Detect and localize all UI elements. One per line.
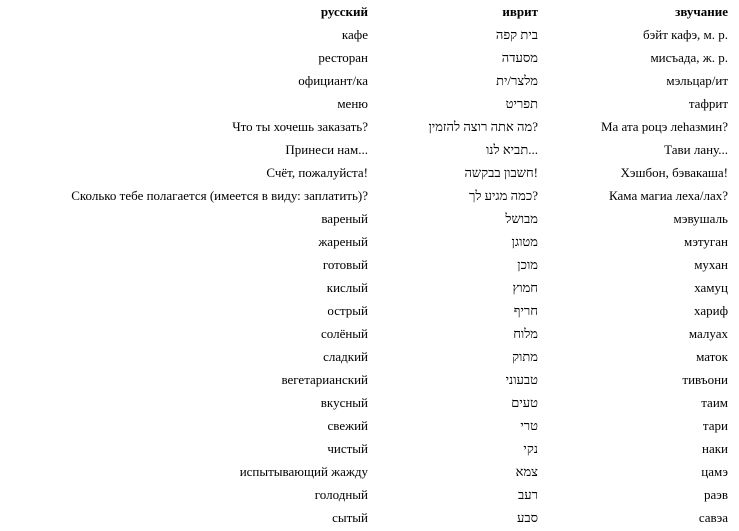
hebrew-word: מלוח [513, 326, 538, 341]
hebrew-word: מלצר/ית [496, 73, 538, 88]
hebrew-word: מסעדה [501, 50, 538, 65]
table-row [0, 230, 739, 253]
russian-word: сытый [332, 510, 368, 525]
table-row [0, 161, 739, 184]
pronunciation: савэа [698, 510, 728, 525]
pronunciation: мэтуган [683, 234, 728, 249]
hebrew-word: טרי [520, 418, 538, 433]
table-row [0, 276, 739, 299]
hebrew-word: ...תביא לנו [485, 142, 538, 157]
russian-word: официант/ка [298, 73, 368, 88]
table-row [0, 483, 739, 506]
pronunciation: бэйт кафэ, м. р. [643, 27, 728, 42]
pronunciation: хамуц [694, 280, 728, 295]
table-header [0, 0, 739, 23]
pronunciation: цамэ [701, 464, 728, 479]
pronunciation: мэвушаль [673, 211, 728, 226]
russian-word: голодный [314, 487, 368, 502]
russian-word: Что ты хочешь заказать? [232, 119, 368, 134]
hebrew-word: מתוק [512, 349, 538, 364]
russian-word: сладкий [323, 349, 368, 364]
hebrew-word: טבעוני [505, 372, 538, 387]
hebrew-word: טעים [511, 395, 538, 410]
pronunciation: тафрит [688, 96, 728, 111]
table-row [0, 322, 739, 345]
pronunciation: маток [696, 349, 728, 364]
pronunciation: мэльцар/ит [666, 73, 728, 88]
russian-word: готовый [322, 257, 368, 272]
table-row [0, 46, 739, 69]
russian-word: Счёт, пожалуйста! [266, 165, 368, 180]
russian-word: жареный [318, 234, 368, 249]
header-pronunciation: звучание [675, 4, 728, 19]
hebrew-word: נקי [523, 441, 538, 456]
russian-word: вареный [321, 211, 368, 226]
pronunciation: мухан [694, 257, 728, 272]
pronunciation: Хэшбон, бэвакаша! [620, 165, 728, 180]
header-russian: русский [320, 4, 368, 19]
hebrew-word: ?מה אתה רוצה להזמין [428, 119, 538, 134]
pronunciation: мисъада, ж. р. [650, 50, 728, 65]
hebrew-word: בית קפה [495, 27, 538, 42]
hebrew-word: מבושל [505, 211, 538, 226]
pronunciation: Кама магиа леха/лах? [609, 188, 728, 203]
hebrew-word: חריף [513, 303, 538, 318]
russian-word: вкусный [320, 395, 368, 410]
russian-word: свежий [327, 418, 368, 433]
table-row [0, 368, 739, 391]
russian-word: солёный [320, 326, 368, 341]
table-row [0, 299, 739, 322]
pronunciation: малуах [688, 326, 728, 341]
table-row [0, 138, 739, 161]
table-row [0, 506, 739, 529]
pronunciation: раэв [704, 487, 728, 502]
hebrew-word: מוכן [517, 257, 538, 272]
hebrew-word: חמוץ [512, 280, 538, 295]
pronunciation: тари [702, 418, 728, 433]
table-row [0, 184, 739, 207]
table-row [0, 414, 739, 437]
pronunciation: хариф [694, 303, 728, 318]
hebrew-word: סבע [516, 510, 538, 525]
hebrew-word: ?כמה מגיע לך [468, 188, 538, 203]
table-row [0, 437, 739, 460]
pronunciation: тивъони [682, 372, 728, 387]
table-row [0, 460, 739, 483]
russian-word: вегетарианский [281, 372, 368, 387]
hebrew-word: מטוגן [511, 234, 538, 249]
russian-word: кафе [341, 27, 368, 42]
pronunciation: таим [701, 395, 728, 410]
table-row [0, 391, 739, 414]
table-row [0, 253, 739, 276]
hebrew-word: תפריט [505, 96, 538, 111]
hebrew-word: רעב [517, 487, 538, 502]
table-row [0, 115, 739, 138]
hebrew-word: צמא [515, 464, 538, 479]
russian-word: Сколько тебе полагается (имеется в виду: заплатить)? [71, 188, 368, 203]
russian-word: Принеси нам... [285, 142, 368, 157]
russian-word: ресторан [318, 50, 368, 65]
table-row [0, 92, 739, 115]
pronunciation: Тави лану... [664, 142, 728, 157]
hebrew-word: !חשבון בבקשה [464, 165, 538, 180]
pronunciation: Ма ата роцэ леhазмин? [600, 119, 728, 134]
header-hebrew: иврит [502, 4, 538, 19]
table-row [0, 207, 739, 230]
pronunciation: наки [702, 441, 728, 456]
russian-word: острый [327, 303, 368, 318]
russian-word: испытывающий жажду [239, 464, 368, 479]
russian-word: меню [337, 96, 368, 111]
russian-word: кислый [326, 280, 368, 295]
russian-word: чистый [327, 441, 368, 456]
table-row [0, 345, 739, 368]
table-row [0, 23, 739, 46]
table-row [0, 69, 739, 92]
